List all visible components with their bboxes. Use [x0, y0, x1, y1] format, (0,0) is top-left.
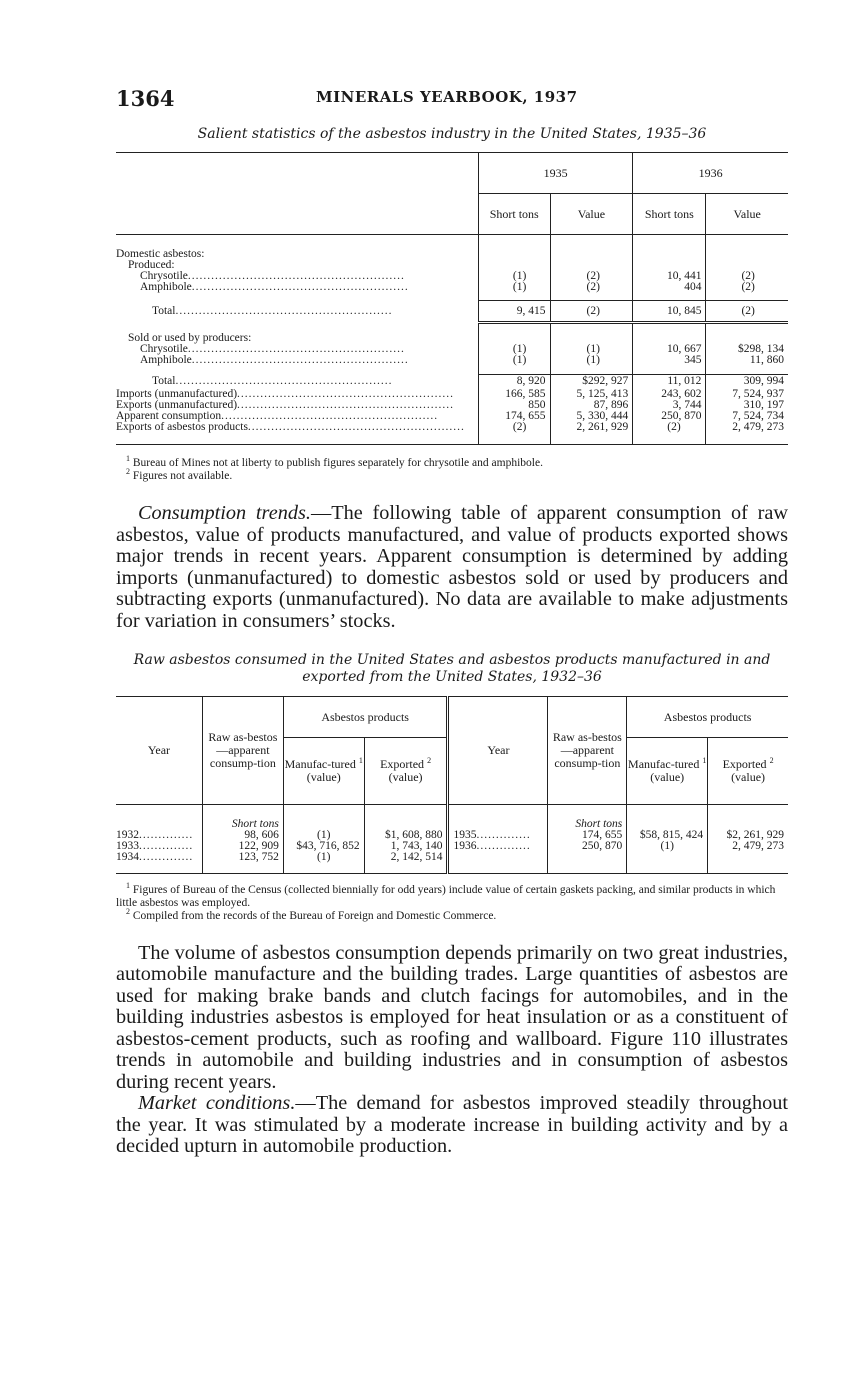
cell: (2) — [550, 271, 633, 282]
cell: $43, 716, 852 — [283, 841, 364, 852]
col-header-raw: Raw as-bestos—apparent consump-tion — [548, 697, 627, 805]
running-title: MINERALS YEARBOOK, 1937 — [316, 88, 578, 106]
row-label: Exports of asbestos products — [116, 421, 248, 433]
cell: 2, 261, 929 — [550, 422, 633, 433]
page — [116, 84, 788, 1158]
footnote: $^1$ Figures of Bureau of the Census (collected biennially for odd years) include value of certain gaskets packing, and similar products in which little asbestos was employed. — [116, 880, 776, 909]
row-label: Exports (unmanufactured) — [116, 399, 238, 411]
cell: 850 — [478, 400, 550, 411]
col-header-raw: Raw as-bestos—apparent consump-tion — [202, 697, 283, 805]
table2-caption: Raw asbestos consumed in the United States and asbestos products manufactured in and exported from the United States, 1932–36 — [133, 652, 771, 685]
volume-paragraph: The volume of asbestos consumption depends primarily on two great industries, automobile manufacture and the building trades. Large quantities of asbestos are used for making brake bands and clutch facings for automobiles, and in the building industries asbestos is employed for heat insulation or as a constituent of asbestos-cement products, such as roofing and wallboard. Figure 110 illustrates trends in automobile and building industries and in consumption of asbestos during recent years. — [116, 941, 788, 1093]
col-header: Short tons — [478, 194, 550, 235]
table-row: Amphibole........................................................ (1) (2) 404 (2) — [116, 282, 788, 293]
col-header: Short tons — [633, 194, 706, 235]
table-row: Total........................................................ 8, 920 $292, 927 11, 012 309, 994 — [116, 375, 788, 389]
row-label: Total — [152, 375, 176, 387]
row-label: Total — [152, 305, 176, 317]
page-header — [116, 84, 788, 114]
cell: 7, 524, 734 — [706, 411, 788, 422]
cell: (1) — [283, 852, 364, 863]
cell: (2) — [633, 422, 706, 433]
col-header: Value — [550, 194, 633, 235]
year-cell: 1935 — [453, 830, 477, 841]
cell: (1) — [478, 271, 550, 282]
cell: (2) — [706, 282, 788, 293]
cell: 3, 744 — [633, 400, 706, 411]
cell: 2, 142, 514 — [364, 852, 448, 863]
footnote: $^2$ Compiled from the records of the Bureau of Foreign and Domestic Commerce. — [126, 906, 497, 922]
salient-statistics-table — [116, 152, 788, 445]
year-header-1935: 1935 — [478, 153, 632, 194]
paragraph-lead: Market conditions. — [138, 1092, 296, 1114]
table-row: Exports of asbestos products........................................................ (2) 2, 261, 929 (2) 2, 479, 273 — [116, 422, 788, 433]
cell: (2) — [706, 271, 788, 282]
cell: 87, 896 — [550, 400, 633, 411]
table-row: Amphibole........................................................ (1) (1) 345 11, 860 — [116, 355, 788, 366]
cell: 243, 602 — [633, 389, 706, 400]
col-header: Value — [706, 194, 788, 235]
col-header-year: Year — [448, 697, 548, 805]
cell: (1) — [550, 355, 633, 366]
col-header-exported: Exported $^2$ (value) — [708, 738, 788, 805]
col-header-products: Asbestos products — [627, 697, 788, 738]
row-label: Sold or used by producers: — [128, 332, 252, 344]
stub-header — [116, 153, 478, 235]
cell: (2) — [478, 422, 550, 433]
row-label: Chrysotile — [140, 343, 188, 355]
unit-label: Short tons — [548, 805, 627, 831]
year-header-1936: 1936 — [633, 153, 788, 194]
table-row: Apparent consumption........................................................ 174, 655 5, 330, 444 250, 870 7, 524, 734 — [116, 411, 788, 422]
table-row: Exports (unmanufactured)........................................................ 850 87, 896 3, 744 310, 197 — [116, 400, 788, 411]
cell: 310, 197 — [706, 400, 788, 411]
cell: 1, 743, 140 — [364, 841, 448, 852]
col-header-manufactured: Manufac-tured $^1$ (value) — [627, 738, 708, 805]
cell: (1) — [550, 344, 633, 355]
cell: 345 — [633, 355, 706, 366]
paragraph-lead: Consumption trends. — [138, 502, 311, 524]
table1-caption: Salient statistics of the asbestos industry in the United States, 1935–36 — [197, 126, 707, 142]
cell: 123, 752 — [202, 852, 283, 863]
cell: 5, 125, 413 — [550, 389, 633, 400]
cell: 7, 524, 937 — [706, 389, 788, 400]
raw-asbestos-consumption-table — [116, 696, 788, 874]
year-cell: 1934 — [116, 852, 139, 863]
cell: (2) — [550, 301, 633, 323]
table-row: Imports (unmanufactured)........................................................ 166, 585 5, 125, 413 243, 602 7, 524, 937 — [116, 389, 788, 400]
table-row: Total........................................................ 9, 415 (2) 10, 845 (2) — [116, 301, 788, 323]
table2-footnotes — [116, 880, 788, 923]
table-row: 1934.............. 123, 752 (1) 2, 142, 514 — [116, 852, 788, 863]
unit-label: Short tons — [202, 805, 283, 831]
cell: 11, 012 — [633, 375, 706, 389]
cell: (1) — [478, 355, 550, 366]
col-header-year: Year — [116, 697, 202, 805]
cell: 250, 870 — [633, 411, 706, 422]
cell: 250, 870 — [548, 841, 627, 852]
cell: 174, 655 — [548, 830, 627, 841]
footnote: $^1$ Bureau of Mines not at liberty to publish figures separately for chrysotile and amphibole. — [126, 454, 543, 469]
cell: (1) — [283, 830, 364, 841]
cell: 10, 845 — [633, 301, 706, 323]
table-row: 1932.............. 98, 606 (1) $1, 608, 880 1935.............. 174, 655 $58, 815, 424 $2, 261, 929 — [116, 830, 788, 841]
row-label: Produced: — [128, 259, 175, 271]
row-label: Apparent consumption — [116, 410, 222, 422]
cell: $1, 608, 880 — [364, 830, 448, 841]
cell: 10, 441 — [633, 271, 706, 282]
cell: $292, 927 — [550, 375, 633, 389]
cell: (2) — [550, 282, 633, 293]
table-row: 1933.............. 122, 909 $43, 716, 852 1, 743, 140 1936.............. 250, 870 (1) 2, 479, 273 — [116, 841, 788, 852]
cell: (1) — [627, 841, 708, 852]
cell: (2) — [706, 301, 788, 323]
row-label: Amphibole — [140, 354, 192, 366]
cell: 166, 585 — [478, 389, 550, 400]
cell: 11, 860 — [706, 355, 788, 366]
footnote: $^2$ Figures not available. — [126, 467, 233, 482]
col-header-exported: Exported $^2$ (value) — [364, 738, 448, 805]
cell: 174, 655 — [478, 411, 550, 422]
cell: 2, 479, 273 — [708, 841, 788, 852]
page-number: 1364 — [116, 86, 175, 111]
col-header-products: Asbestos products — [283, 697, 448, 738]
row-label: Domestic asbestos: — [116, 248, 205, 260]
cell: 10, 667 — [633, 344, 706, 355]
paragraph-text: —The demand for asbestos improved steadily throughout the year. It was stimulated by a moderate increase in building activity and by a decided upturn in automobile production. — [116, 1092, 789, 1157]
cell: $58, 815, 424 — [627, 830, 708, 841]
year-cell: 1936 — [453, 841, 477, 852]
cell: (1) — [478, 344, 550, 355]
market-conditions-paragraph — [116, 1093, 788, 1158]
cell: 8, 920 — [478, 375, 550, 389]
cell: $2, 261, 929 — [708, 830, 788, 841]
cell: 122, 909 — [202, 841, 283, 852]
cell: 2, 479, 273 — [706, 422, 788, 433]
table-row: Chrysotile........................................................ (1) (1) 10, 667 $298, 134 — [116, 344, 788, 355]
row-label: Chrysotile — [140, 270, 188, 282]
paragraph-text: —The following table of apparent consumption of raw asbestos, value of products manufactured, and value of products exported shows major trends in recent years. Apparent consumption is determined by adding imports (unmanufactured) to domestic asbestos sold or used by producers and subtracting exports (unmanufactured). No data are available to make adjustments for variation in consumers’ stocks. — [116, 502, 788, 632]
cell: 404 — [633, 282, 706, 293]
cell: 309, 994 — [706, 375, 788, 389]
table-row: Chrysotile........................................................ (1) (2) 10, 441 (2) — [116, 271, 788, 282]
table1-footnotes — [116, 454, 788, 483]
cell: 5, 330, 444 — [550, 411, 633, 422]
row-label: Imports (unmanufactured) — [116, 388, 238, 400]
year-cell: 1933 — [116, 841, 139, 852]
cell: (1) — [478, 282, 550, 293]
year-cell: 1932 — [116, 830, 139, 841]
cell: 98, 606 — [202, 830, 283, 841]
row-label: Amphibole — [140, 281, 192, 293]
cell: 9, 415 — [478, 301, 550, 323]
cell: $298, 134 — [706, 344, 788, 355]
col-header-manufactured: Manufac-tured $^1$ (value) — [283, 738, 364, 805]
consumption-trends-paragraph — [116, 503, 788, 632]
